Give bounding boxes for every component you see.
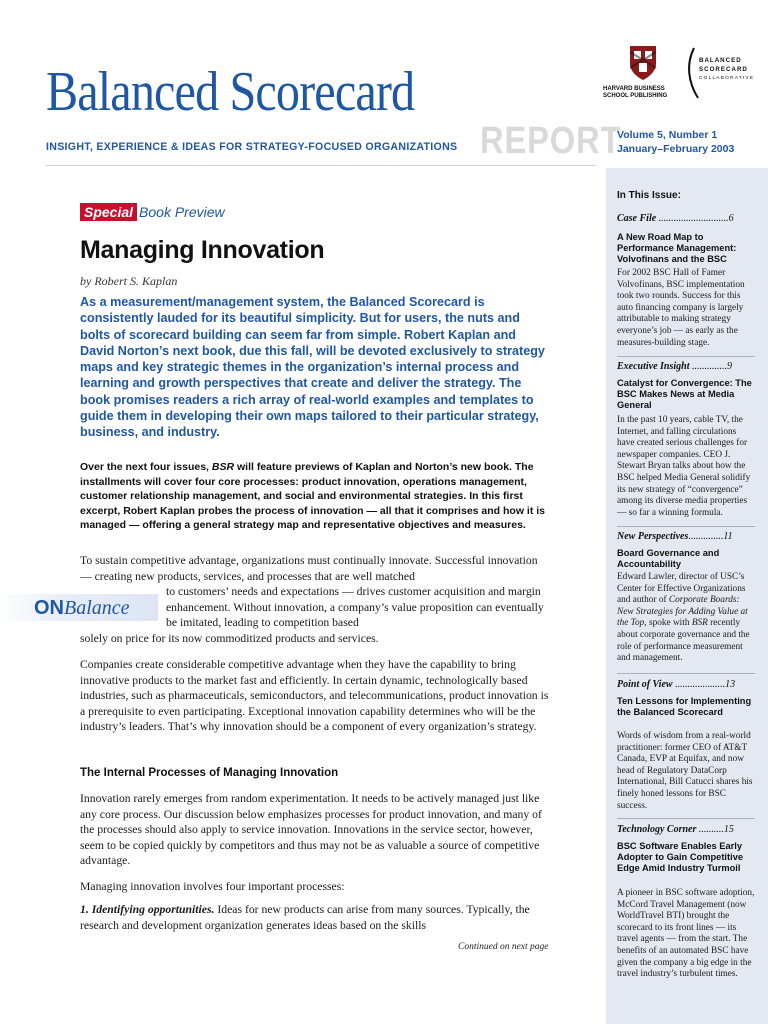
masthead-title: Balanced Scorecard bbox=[46, 61, 415, 123]
hbs-shield-icon bbox=[620, 44, 666, 87]
paragraph-5: 1. Identifying opportunities. Ideas for new products can arise from many sources. Typically, the research and development organization generates ideas based on the skills bbox=[80, 903, 530, 932]
continued-note: Continued on next page bbox=[458, 942, 549, 952]
masthead-divider bbox=[46, 165, 596, 166]
book-preview-label: Book Preview bbox=[139, 204, 225, 220]
sidebar-section-technology-corner[interactable]: Technology Corner ..........15 bbox=[617, 824, 734, 835]
special-book-preview-tag bbox=[80, 203, 225, 221]
sidebar-section-case-file[interactable]: Case File ............................6 bbox=[617, 213, 734, 224]
sidebar-body-new-perspectives: Edward Lawler, director of USC’s Center for Effective Organizations and author of Corporate Boards: New Strategies for Adding Value at the Top, spoke with BSR recently about corporate governance and the role of performance measurement and management. bbox=[617, 572, 750, 664]
sidebar-headline-new-perspectives[interactable]: Board Governance and Accountability bbox=[617, 548, 720, 569]
issue-info bbox=[617, 129, 734, 156]
article-lead: As a measurement/management system, the Balanced Scorecard is consistently lauded for its beautiful simplicity. But for users, the nuts and bolts of scorecard building can seem far from simple. Robert Kaplan and David Norton’s next book, due this fall, will be devoted exclusively to strategy maps and key strategic themes in the organization’s internal process and learning and growth perspectives that create and deliver the strategy. The book promises readers a rich array of real-world examples and templates to guide them in developing their own maps tailored to their particular strategy, business, and industry. bbox=[80, 295, 545, 440]
issue-date: January–February 2003 bbox=[617, 142, 735, 155]
sidebar-headline-executive-insight[interactable]: Catalyst for Convergence: The BSC Makes News at Media General bbox=[617, 378, 752, 410]
publisher-name: HARVARD BUSINESS SCHOOL PUBLISHING bbox=[603, 86, 668, 99]
sidebar-headline-point-of-view[interactable]: Ten Lessons for Implementing the Balanced Scorecard bbox=[617, 696, 752, 717]
paragraph-1: To sustain competitive advantage, organizations must continually innovate. Successful innovation — creating new products, services, and processes that are well matched to customers’ needs and expectations — drives customer acquisition and margin enhancement. Without innovation, a company’s value proposition can eventually be imitated, leading to competition based solely on price for its now commoditized products and services. bbox=[80, 554, 544, 645]
sidebar-rule bbox=[617, 673, 755, 674]
volume-number: Volume 5, Number 1 bbox=[617, 129, 718, 141]
sidebar-body-executive-insight: In the past 10 years, cable TV, the Internet, and falling circulations have created serious challenges for newspaper companies. CEO J. Stewart Bryan talks about how the BSC helped Media General solidify its new strategy of “convergence” among its diverse media properties — so far a winning formula. bbox=[617, 415, 751, 518]
sidebar-rule bbox=[617, 818, 755, 819]
sidebar-body-technology-corner: A pioneer in BSC software adoption, McCord Travel Management (now WorldTravel BTI) brought the scorecard to its front lines — its travel agents — from the start. The benefits of an automated BSC have given the company a big edge in the travel industry’s turbulent times. bbox=[617, 888, 755, 980]
paragraph-4: Managing innovation involves four important processes: bbox=[80, 880, 345, 893]
sidebar-section-executive-insight[interactable]: Executive Insight ..............9 bbox=[617, 361, 733, 372]
special-label: Special bbox=[80, 203, 137, 221]
article-headline: Managing Innovation bbox=[80, 236, 325, 264]
paragraph-3: Innovation rarely emerges from random experimentation. It needs to be actively managed just like any core process. Our discussion below emphasizes processes for product innovation, and many of the processes should also apply to service innovation. Innovations in the service sector, however, seem to be copied quickly by competitors and thus may not be as valuable a source of competitive advantage. bbox=[80, 792, 542, 868]
sidebar-section-new-perspectives[interactable]: New Perspectives..............11 bbox=[617, 531, 733, 542]
paragraph-2: Companies create considerable competitive advantage when they have the capability to bring innovative products to the market fast and efficiently. In certain dynamic, technologically based industries, such as pharmaceuticals, semiconductors, and telecommunications, product innovation is a prerequisite to even participating. Exceptional innovation capability determines who will be the industry’s leaders. That’s why innovation should be a component of every organization’s strategy. bbox=[80, 658, 549, 734]
sidebar-rule bbox=[617, 356, 755, 357]
sidebar-title: In This Issue: bbox=[617, 190, 681, 201]
masthead-report-word: REPORT bbox=[480, 120, 622, 162]
sidebar-section-point-of-view[interactable]: Point of View ....................13 bbox=[617, 679, 736, 690]
section-subhead: The Internal Processes of Managing Innovation bbox=[80, 767, 339, 779]
sidebar-headline-technology-corner[interactable]: BSC Software Enables Early Adopter to Gain Competitive Edge Amid Industry Turmoil bbox=[617, 841, 744, 873]
masthead-tagline: INSIGHT, EXPERIENCE & IDEAS FOR STRATEGY-FOCUSED ORGANIZATIONS bbox=[46, 141, 458, 153]
article-byline: by Robert S. Kaplan bbox=[80, 274, 178, 288]
sidebar-headline-case-file[interactable]: A New Road Map to Performance Management: Volvofinans and the BSC bbox=[617, 232, 737, 264]
sidebar-body-case-file: For 2002 BSC Hall of Famer Volvofinans, BSC implementation took two rounds. Success for this auto financing company is largely attributable to making strategy everyone’s job — as early as the measures-building stage. bbox=[617, 268, 745, 348]
article-intro: Over the next four issues, BSR will feature previews of Kaplan and Norton’s new book. The installments will cover four core processes: product innovation, operations management, customer relationship management, and social and environmental strategies. In this first excerpt, Robert Kaplan probes the process of innovation — all that it comprises and how it is managed — offering a general strategy map and representative objectives and measures. bbox=[80, 461, 545, 531]
onbalance-logo: ONBalance bbox=[34, 597, 130, 619]
sidebar-rule bbox=[617, 526, 755, 527]
sidebar-body-point-of-view: Words of wisdom from a real-world practitioner: former CEO of AT&T Canada, EVP at Equifax, and now head of Regulatory DataCorp International, Bill Catucci shares his finely honed lessons for BSC success. bbox=[617, 731, 753, 811]
bsc-collaborative-text: BALANCED SCORECARD COLLABORATIVE bbox=[699, 57, 755, 81]
